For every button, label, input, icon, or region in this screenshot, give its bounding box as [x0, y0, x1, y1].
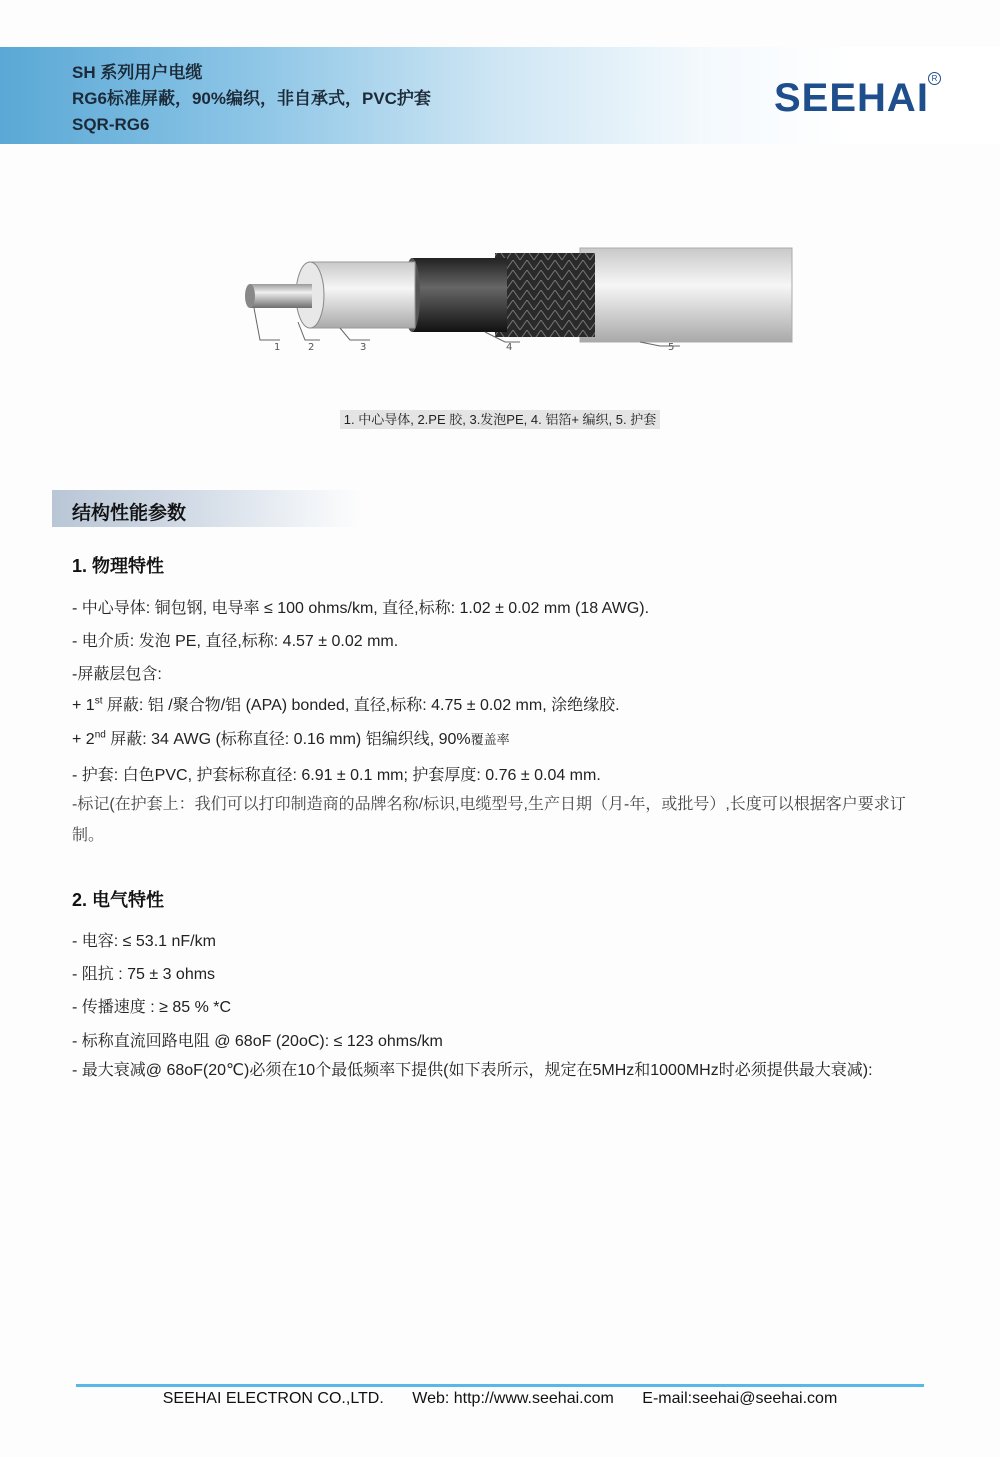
jacket-spec: - 护套: 白色PVC, 护套标称直径: 6.91 ± 0.1 mm; 护套厚度: 0.76 ± 0.04 mm.: [72, 767, 601, 784]
shield2-spec: + 2nd 屏蔽: 34 AWG (标称直径: 0.16 mm) 铝编织线, 90%覆盖率: [72, 729, 510, 748]
section-title: 结构性能参数: [72, 503, 187, 524]
header-description: RG6标准屏蔽，90%编织，非自承式，PVC护套: [72, 89, 431, 108]
attenuation-spec: - 最大衰减@ 68oF(20℃)必须在10个最低频率下提供(如下表所示，规定在5MHz和1000MHz时必须提供最大衰减):: [72, 1062, 873, 1079]
jacket-layer: [580, 248, 792, 342]
foam-pe-layer: [310, 262, 415, 328]
electrical-heading: 2. 电气特性: [72, 890, 165, 910]
footer-divider: [76, 1384, 924, 1387]
foil-layer: [412, 258, 507, 332]
figure-label-1: 1: [274, 342, 281, 353]
impedance-spec: - 阻抗 : 75 ± 3 ohms: [72, 966, 216, 983]
dielectric-spec: - 电介质: 发泡 PE, 直径,标称: 4.57 ± 0.02 mm.: [72, 633, 399, 650]
figure-caption: 1. 中心导体, 2.PE 胶, 3.发泡PE, 4. 铝箔+ 编织, 5. 护套: [0, 409, 1000, 428]
footer-company: SEEHAI ELECTRON CO.,LTD.: [162, 1390, 384, 1407]
figure-label-2: 2: [308, 342, 315, 353]
footer: [0, 1390, 1000, 1408]
marking-spec: -标记(在护套上：我们可以打印制造商的品牌名称/标识,电缆型号,生产日期（月-年，或批号）,长度可以根据客户要求订制。: [72, 796, 906, 844]
figure-label-3: 3: [360, 342, 367, 353]
shield1-spec: + 1st 屏蔽: 铝 /聚合物/铝 (APA) bonded, 直径,标称: 4.75 ± 0.02 mm, 涂绝缘胶.: [72, 695, 620, 714]
physical-heading: 1. 物理特性: [72, 556, 165, 576]
figure-label-5: 5: [668, 342, 675, 353]
cable-cross-section-figure: [240, 240, 800, 360]
registered-mark: R: [928, 72, 941, 85]
braid-layer: [495, 253, 595, 337]
shield-intro: -屏蔽层包含:: [72, 666, 162, 683]
dcr-spec: - 标称直流回路电阻 @ 68oF (20oC): ≤ 123 ohms/km: [72, 1033, 443, 1050]
footer-web[interactable]: Web: http://www.seehai.com: [412, 1390, 614, 1407]
velocity-spec: - 传播速度 : ≥ 85 % *C: [72, 999, 232, 1016]
header-text: [72, 60, 431, 138]
figure-label-4: 4: [506, 342, 513, 353]
conductor-spec: - 中心导体: 铜包钢, 电导率 ≤ 100 ohms/km, 直径,标称: 1.02 ± 0.02 mm (18 AWG).: [72, 600, 650, 617]
capacitance-spec: - 电容: ≤ 53.1 nF/km: [72, 933, 216, 950]
header-series: SH 系列用户电缆: [72, 63, 203, 82]
header-model: SQR-RG6: [72, 115, 150, 134]
seehai-logo: SEEHAI: [774, 76, 929, 120]
footer-email[interactable]: E-mail:seehai@seehai.com: [642, 1390, 838, 1407]
center-conductor: [250, 284, 312, 308]
